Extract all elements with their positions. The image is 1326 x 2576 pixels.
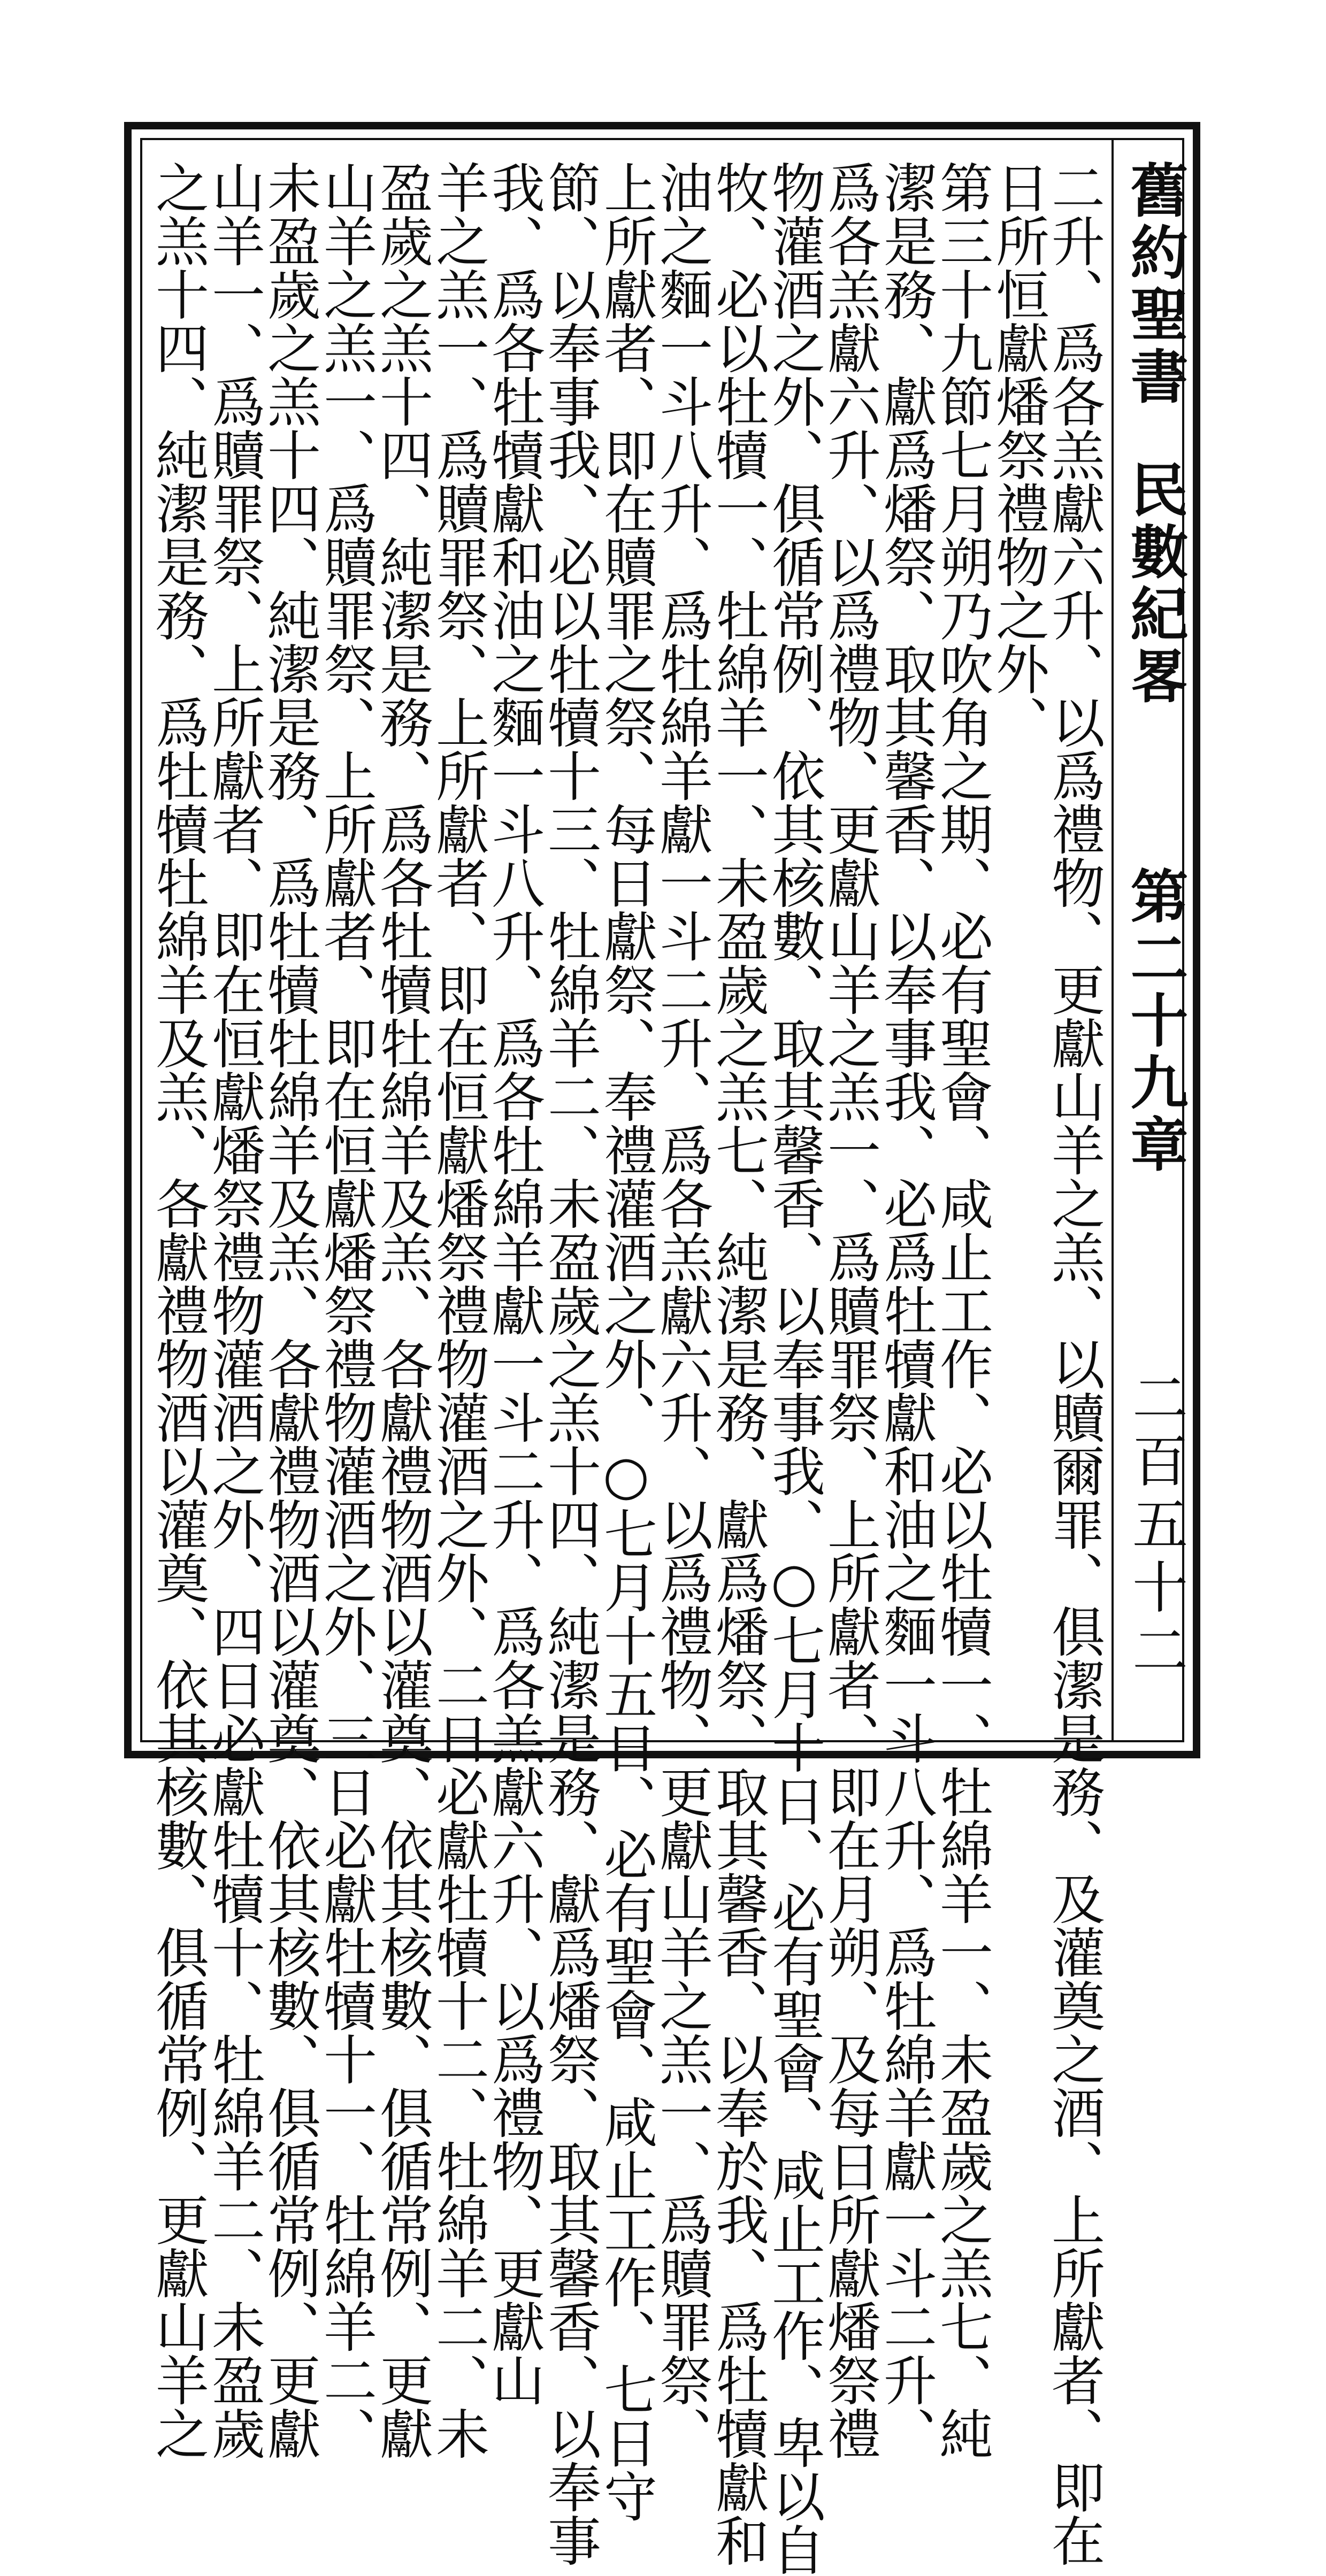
text-column-2: 日所恒獻燔祭禮物之外、 <box>987 160 1049 749</box>
text-column-5: 爲各羔獻六升、以爲禮物、更獻山羊之羔一、爲贖罪祭、上所獻者、即在月朔、及每日所獻燔祭禮 <box>818 160 881 2460</box>
text-column-6: 物灌酒之外、俱循常例、依其核數、取其馨香、以奉事我、○七月十日、必有聖會、咸止工作、卑以自 <box>763 160 825 2576</box>
text-column-4: 潔是務、獻爲燔祭、取其馨香、以奉事我、必爲牡犢獻和油之麵一斗八升、爲牡綿羊獻一斗二升、 <box>875 160 937 2460</box>
text-column-16: 山羊一、爲贖罪祭、上所獻者、即在恒獻燔祭禮物灌酒之外、四日必獻牡犢十、牡綿羊二、未盈歲 <box>203 160 265 2460</box>
header-divider-line <box>1112 140 1114 1740</box>
text-column-1: 二升、爲各羔獻六升、以爲禮物、更獻山羊之羔、以贖爾罪、俱潔是務、及灌奠之酒、上所獻者、即在 <box>1043 160 1105 2567</box>
book-title: 舊約聖書 <box>1121 160 1188 409</box>
text-column-15: 未盈歲之羔十四、純潔是務、爲牡犢牡綿羊及羔、各獻禮物酒以灌奠、依其核數、俱循常例、更獻 <box>258 160 321 2460</box>
text-column-17: 之羔十四、純潔是務、爲牡犢牡綿羊及羔、各獻禮物酒以灌奠、依其核數、俱循常例、更獻山羊之 <box>147 160 209 2460</box>
text-column-9: 上所獻者、即在贖罪之祭、每日獻祭、奉禮灌酒之外、○七月十五日、必有聖會、咸止工作、七日守 <box>595 160 657 2523</box>
page-number: 二百五十二 <box>1123 1369 1188 1685</box>
text-column-7: 牧、必以牡犢一、牡綿羊一、未盈歲之羔七、純潔是務、獻爲燔祭、取其馨香、以奉於我、爲牡犢獻和 <box>707 160 769 2567</box>
text-column-12: 羊之羔一、爲贖罪祭、上所獻者、即在恒獻燔祭禮物灌酒之外、二日必獻牡犢十二、牡綿羊二、未 <box>427 160 489 2460</box>
text-column-8: 油之麵一斗八升、爲牡綿羊獻一斗二升、爲各羔獻六升、以爲禮物、更獻山羊之羔一、爲贖罪祭、 <box>650 160 713 2460</box>
text-column-11: 我、爲各牡犢獻和油之麵一斗八升、爲各牡綿羊獻一斗二升、爲各羔獻六升、以爲禮物、更獻山 <box>482 160 545 2406</box>
text-column-13: 盈歲之羔十四、純潔是務、爲各牡犢牡綿羊及羔、各獻禮物酒以灌奠、依其核數、俱循常例、更獻 <box>371 160 433 2460</box>
text-column-3: 第三十九節七月朔乃吹角之期、必有聖會、咸止工作、必以牡犢一、牡綿羊一、未盈歲之羔七、純 <box>931 160 993 2460</box>
text-column-10: 節、以奉事我、必以牡犢十三、牡綿羊二、未盈歲之羔十四、純潔是務、獻爲燔祭、取其馨香、以奉事 <box>539 160 601 2567</box>
section-title: 民數紀畧 <box>1121 460 1188 708</box>
text-column-14: 山羊之羔一、爲贖罪祭、上所獻者、即在恒獻燔祭禮物灌酒之外、三日必獻牡犢十一、牡綿羊二、 <box>315 160 377 2460</box>
chapter-title: 第二十九章 <box>1121 866 1188 1176</box>
